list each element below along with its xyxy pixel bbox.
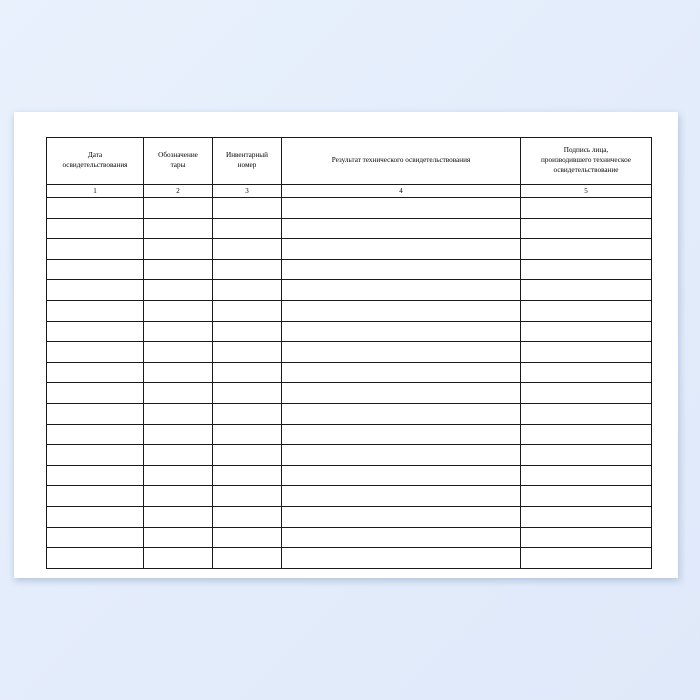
table-row	[47, 362, 652, 383]
cell-signature[interactable]	[521, 465, 652, 486]
cell-signature[interactable]	[521, 342, 652, 363]
cell-signature[interactable]	[521, 486, 652, 507]
cell-designation[interactable]	[144, 548, 213, 569]
cell-designation[interactable]	[144, 362, 213, 383]
cell-result[interactable]	[282, 321, 521, 342]
cell-result[interactable]	[282, 424, 521, 445]
journal-table	[46, 137, 652, 569]
cell-date[interactable]	[47, 280, 144, 301]
table-row	[47, 548, 652, 569]
cell-inventory[interactable]	[213, 300, 282, 321]
cell-result[interactable]	[282, 259, 521, 280]
cell-signature[interactable]	[521, 259, 652, 280]
table-header	[47, 138, 652, 198]
cell-signature[interactable]	[521, 198, 652, 219]
cell-designation[interactable]	[144, 486, 213, 507]
cell-result[interactable]	[282, 506, 521, 527]
cell-designation[interactable]	[144, 506, 213, 527]
cell-inventory[interactable]	[213, 198, 282, 219]
cell-date[interactable]	[47, 465, 144, 486]
table-row	[47, 383, 652, 404]
table-row	[47, 506, 652, 527]
table-row	[47, 486, 652, 507]
header-line: производившего техническое	[541, 156, 631, 165]
table-row	[47, 321, 652, 342]
column-number-row	[47, 185, 652, 198]
column-header-date	[47, 138, 144, 185]
header-line: Обозначение	[158, 151, 198, 160]
header-line: Результат технического освидетельствования	[331, 156, 471, 165]
cell-signature[interactable]	[521, 362, 652, 383]
cell-designation[interactable]	[144, 218, 213, 239]
table-row	[47, 300, 652, 321]
cell-signature[interactable]	[521, 280, 652, 301]
cell-result[interactable]	[282, 486, 521, 507]
cell-date[interactable]	[47, 218, 144, 239]
cell-date[interactable]	[47, 383, 144, 404]
column-header-designation	[144, 138, 213, 185]
column-number-5: 5	[521, 185, 652, 198]
cell-designation[interactable]	[144, 383, 213, 404]
header-line: Подпись лица,	[563, 146, 609, 155]
cell-designation[interactable]	[144, 280, 213, 301]
cell-inventory[interactable]	[213, 362, 282, 383]
cell-signature[interactable]	[521, 403, 652, 424]
cell-signature[interactable]	[521, 527, 652, 548]
column-number-1: 1	[47, 185, 144, 198]
header-line: освидетельствования	[62, 161, 128, 169]
cell-date[interactable]	[47, 321, 144, 342]
cell-date[interactable]	[47, 342, 144, 363]
cell-designation[interactable]	[144, 342, 213, 363]
cell-date[interactable]	[47, 548, 144, 569]
table-row	[47, 198, 652, 219]
cell-result[interactable]	[282, 342, 521, 363]
cell-inventory[interactable]	[213, 424, 282, 445]
cell-inventory[interactable]	[213, 218, 282, 239]
table-body	[47, 198, 652, 569]
cell-designation[interactable]	[144, 259, 213, 280]
column-number-2: 2	[144, 185, 213, 198]
table-row	[47, 342, 652, 363]
cell-date[interactable]	[47, 527, 144, 548]
column-header-result	[282, 138, 521, 185]
header-line: Дата	[87, 151, 103, 160]
cell-result[interactable]	[282, 465, 521, 486]
cell-inventory[interactable]	[213, 445, 282, 466]
cell-designation[interactable]	[144, 527, 213, 548]
table-row	[47, 527, 652, 548]
table-row	[47, 403, 652, 424]
cell-designation[interactable]	[144, 445, 213, 466]
header-row	[47, 138, 652, 185]
header-line: Инвентарный	[226, 151, 268, 160]
cell-designation[interactable]	[144, 198, 213, 219]
cell-inventory[interactable]	[213, 259, 282, 280]
cell-result[interactable]	[282, 280, 521, 301]
cell-signature[interactable]	[521, 321, 652, 342]
cell-signature[interactable]	[521, 548, 652, 569]
cell-date[interactable]	[47, 300, 144, 321]
cell-result[interactable]	[282, 548, 521, 569]
column-header-signature	[521, 138, 652, 185]
cell-designation[interactable]	[144, 300, 213, 321]
cell-signature[interactable]	[521, 300, 652, 321]
cell-signature[interactable]	[521, 383, 652, 404]
table-row	[47, 445, 652, 466]
cell-date[interactable]	[47, 239, 144, 260]
cell-designation[interactable]	[144, 321, 213, 342]
cell-designation[interactable]	[144, 424, 213, 445]
cell-date[interactable]	[47, 403, 144, 424]
cell-inventory[interactable]	[213, 239, 282, 260]
cell-result[interactable]	[282, 445, 521, 466]
header-line: номер	[237, 161, 257, 169]
cell-inventory[interactable]	[213, 527, 282, 548]
cell-inventory[interactable]	[213, 506, 282, 527]
table-row	[47, 280, 652, 301]
cell-inventory[interactable]	[213, 342, 282, 363]
cell-result[interactable]	[282, 362, 521, 383]
cell-date[interactable]	[47, 486, 144, 507]
cell-signature[interactable]	[521, 239, 652, 260]
table-container	[46, 137, 646, 569]
cell-inventory[interactable]	[213, 548, 282, 569]
cell-result[interactable]	[282, 300, 521, 321]
cell-inventory[interactable]	[213, 403, 282, 424]
table-row	[47, 259, 652, 280]
table-row	[47, 239, 652, 260]
cell-date[interactable]	[47, 362, 144, 383]
table-row	[47, 424, 652, 445]
cell-designation[interactable]	[144, 465, 213, 486]
document-page	[14, 112, 678, 578]
column-header-inventory	[213, 138, 282, 185]
cell-signature[interactable]	[521, 445, 652, 466]
cell-inventory[interactable]	[213, 486, 282, 507]
header-line: освидетельствование	[553, 165, 619, 174]
table-row	[47, 218, 652, 239]
cell-result[interactable]	[282, 239, 521, 260]
cell-inventory[interactable]	[213, 280, 282, 301]
cell-inventory[interactable]	[213, 321, 282, 342]
cell-date[interactable]	[47, 259, 144, 280]
cell-result[interactable]	[282, 198, 521, 219]
cell-date[interactable]	[47, 445, 144, 466]
cell-designation[interactable]	[144, 403, 213, 424]
cell-result[interactable]	[282, 403, 521, 424]
header-line: тары	[170, 161, 186, 169]
cell-signature[interactable]	[521, 424, 652, 445]
cell-designation[interactable]	[144, 239, 213, 260]
column-number-3: 3	[213, 185, 282, 198]
cell-signature[interactable]	[521, 506, 652, 527]
table-row	[47, 465, 652, 486]
cell-date[interactable]	[47, 198, 144, 219]
column-number-4: 4	[282, 185, 521, 198]
cell-result[interactable]	[282, 383, 521, 404]
cell-result[interactable]	[282, 527, 521, 548]
cell-date[interactable]	[47, 424, 144, 445]
cell-inventory[interactable]	[213, 465, 282, 486]
cell-date[interactable]	[47, 506, 144, 527]
cell-result[interactable]	[282, 218, 521, 239]
cell-signature[interactable]	[521, 218, 652, 239]
cell-inventory[interactable]	[213, 383, 282, 404]
